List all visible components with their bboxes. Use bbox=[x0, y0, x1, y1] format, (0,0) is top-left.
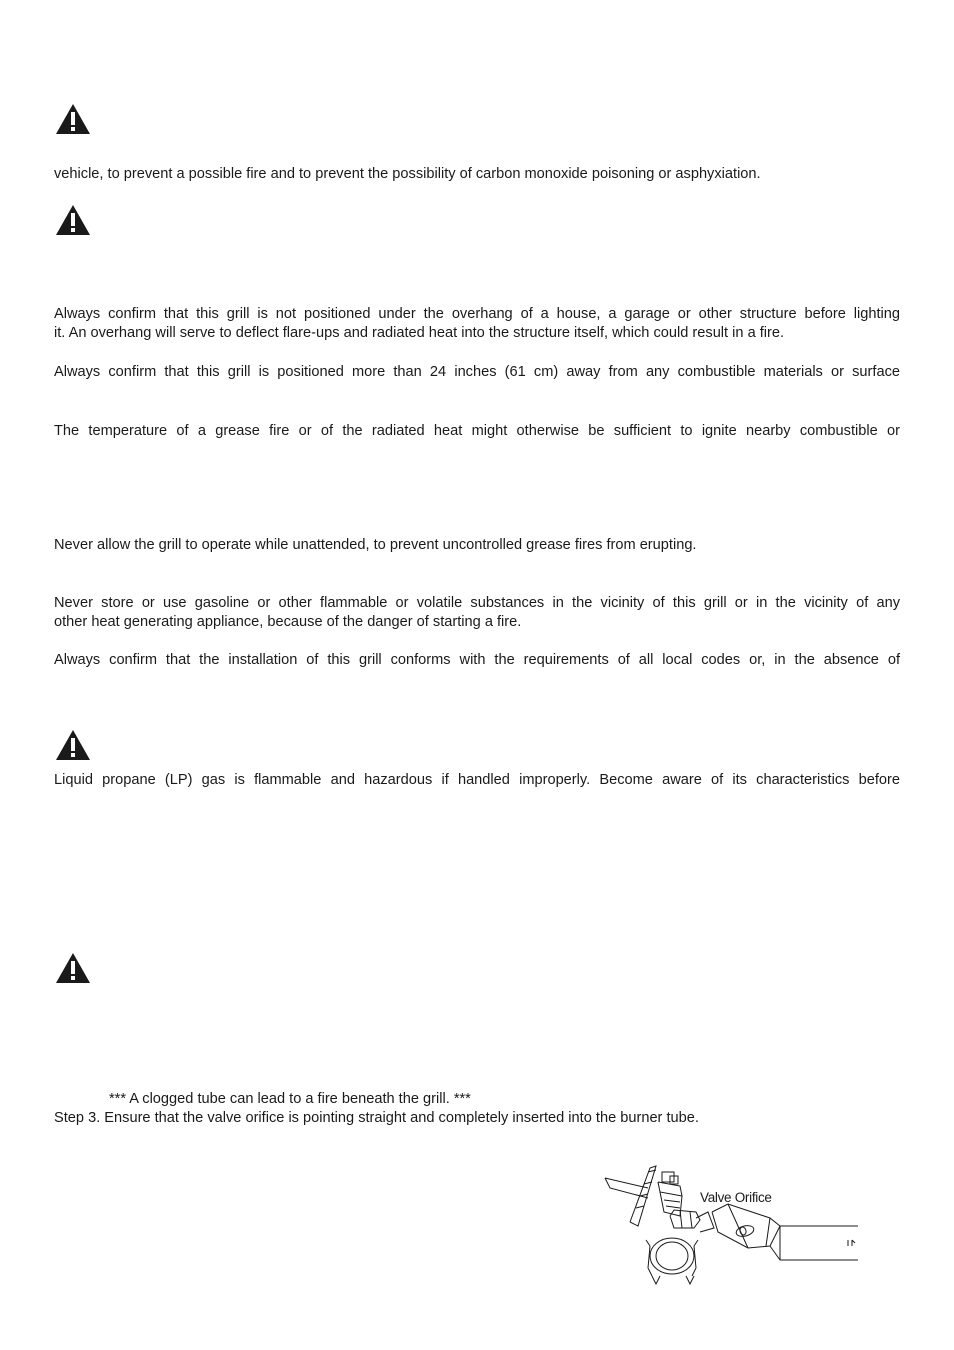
paragraph-distance: Always confirm that this grill is positioned more than 24 inches (61 cm) away from any combustible materials or surface bbox=[54, 364, 900, 380]
warning-triangle-icon bbox=[55, 103, 91, 135]
paragraph-overhang-line1: Always confirm that this grill is not positioned under the overhang of a house, a garage or other structure before lighting bbox=[54, 306, 900, 322]
valve-orifice-diagram bbox=[600, 1160, 862, 1290]
paragraph-overhang-line2: it. An overhang will serve to deflect flare-ups and radiated heat into the structure itself, which could result in a fire. bbox=[54, 325, 785, 341]
valve-orifice-label: Valve Orifice bbox=[700, 1190, 772, 1205]
paragraph-gasoline-line2: other heat generating appliance, because of the danger of starting a fire. bbox=[54, 614, 522, 630]
warning-triangle-icon bbox=[55, 729, 91, 761]
paragraph-unattended: Never allow the grill to operate while unattended, to prevent uncontrolled grease fires from erupting. bbox=[54, 537, 697, 553]
paragraph-local-codes: Always confirm that the installation of this grill conforms with the requirements of all local codes or, in the absence of bbox=[54, 652, 900, 668]
paragraph-temperature: The temperature of a grease fire or of the radiated heat might otherwise be sufficient to ignite nearby combustible or bbox=[54, 423, 900, 439]
paragraph-clogged-tube: *** A clogged tube can lead to a fire beneath the grill. *** bbox=[109, 1091, 471, 1107]
paragraph-gasoline-line1: Never store or use gasoline or other flammable or volatile substances in the vicinity of this grill or in the vicinity of any bbox=[54, 595, 900, 611]
warning-triangle-icon bbox=[55, 952, 91, 984]
paragraph-vehicle-warning: vehicle, to prevent a possible fire and to prevent the possibility of carbon monoxide poisoning or asphyxiation. bbox=[54, 166, 761, 182]
warning-triangle-icon bbox=[55, 204, 91, 236]
paragraph-step-3: Step 3. Ensure that the valve orifice is pointing straight and completely inserted into the burner tube. bbox=[54, 1110, 699, 1126]
paragraph-propane: Liquid propane (LP) gas is flammable and hazardous if handled improperly. Become aware of its characteristics before bbox=[54, 772, 900, 788]
